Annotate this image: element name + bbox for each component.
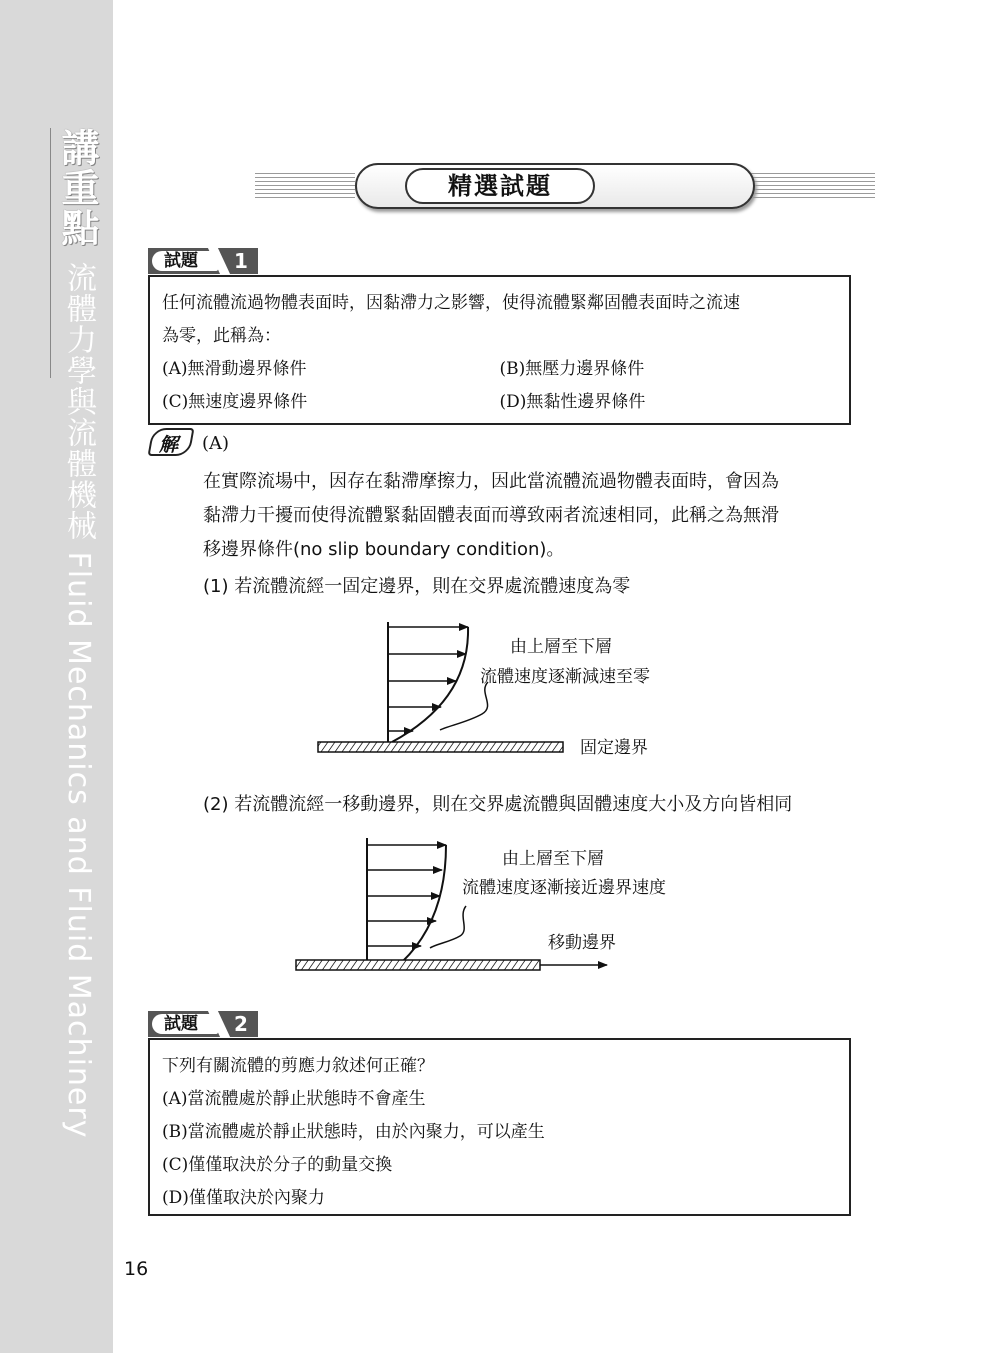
option-c: (C)僅僅取決於分子的動量交換 [162, 1155, 393, 1175]
solution-paragraph: 在實際流場中，因存在黏滯摩擦力，因此當流體流過物體表面時，會因為 黏滯力干擾而使得流體緊黏固體表面而導致兩者流速相同，此稱之為無滑 移邊界條件(no slip boundary condition)。 [203, 471, 779, 560]
fixed-boundary-figure [318, 622, 650, 758]
fig1-boundary-label: 固定邊界 [580, 738, 648, 758]
side-chapter-title: 講重點 [55, 128, 100, 248]
option-b: (B)當流體處於靜止狀態時，由於內聚力，可以產生 [162, 1122, 545, 1142]
question-stem: 任何流體流過物體表面時，因黏滯力之影響，使得流體緊鄰固體表面時之流速 [162, 293, 740, 313]
question-number: 1 [234, 249, 248, 273]
section-title: 精選試題 [405, 168, 595, 204]
option-a: (A)當流體處於靜止狀態時不會產生 [162, 1089, 426, 1109]
moving-boundary-figure [296, 838, 666, 970]
fig1-note-line2: 流體速度逐漸減速至零 [480, 667, 650, 687]
option-a: (A)無滑動邊界條件 [162, 359, 307, 379]
solution-point-1: (1) 若流體流經一固定邊界，則在交界處流體速度為零 [203, 576, 631, 597]
question-label-text: 試題 [152, 251, 218, 271]
option-b: (B)無壓力邊界條件 [499, 359, 645, 379]
question-stem: 為零，此稱為： [162, 326, 281, 346]
option-d: (D)僅僅取決於內聚力 [162, 1188, 325, 1208]
fig1-note-line1: 由上層至下層 [510, 637, 612, 657]
question-2-label [148, 1011, 258, 1037]
side-subject-title: 流體力學與流體機械 Fluid Mechanics and Fluid Machinery [61, 262, 96, 1139]
solution-point-2: (2) 若流體流經一移動邊界，則在交界處流體與固體速度大小及方向皆相同 [203, 794, 793, 815]
option-d: (D)無黏性邊界條件 [499, 392, 646, 412]
page-number: 16 [124, 1258, 149, 1280]
question-number: 2 [234, 1012, 248, 1036]
question-stem: 下列有關流體的剪應力敘述何正確？ [162, 1056, 434, 1076]
solution-answer: (A) [202, 433, 230, 454]
fig2-note-line1: 由上層至下層 [502, 849, 604, 869]
fig2-boundary-label: 移動邊界 [548, 933, 616, 953]
solution-icon-char: 解 [159, 434, 179, 456]
fixed-boundary-wall [318, 742, 563, 752]
fig2-note-line2: 流體速度逐漸接近邊界速度 [462, 878, 666, 898]
moving-boundary-wall [296, 960, 540, 970]
option-c: (C)無速度邊界條件 [162, 392, 308, 412]
question-label-text: 試題 [152, 1014, 218, 1034]
question-2-box [148, 1038, 851, 1216]
